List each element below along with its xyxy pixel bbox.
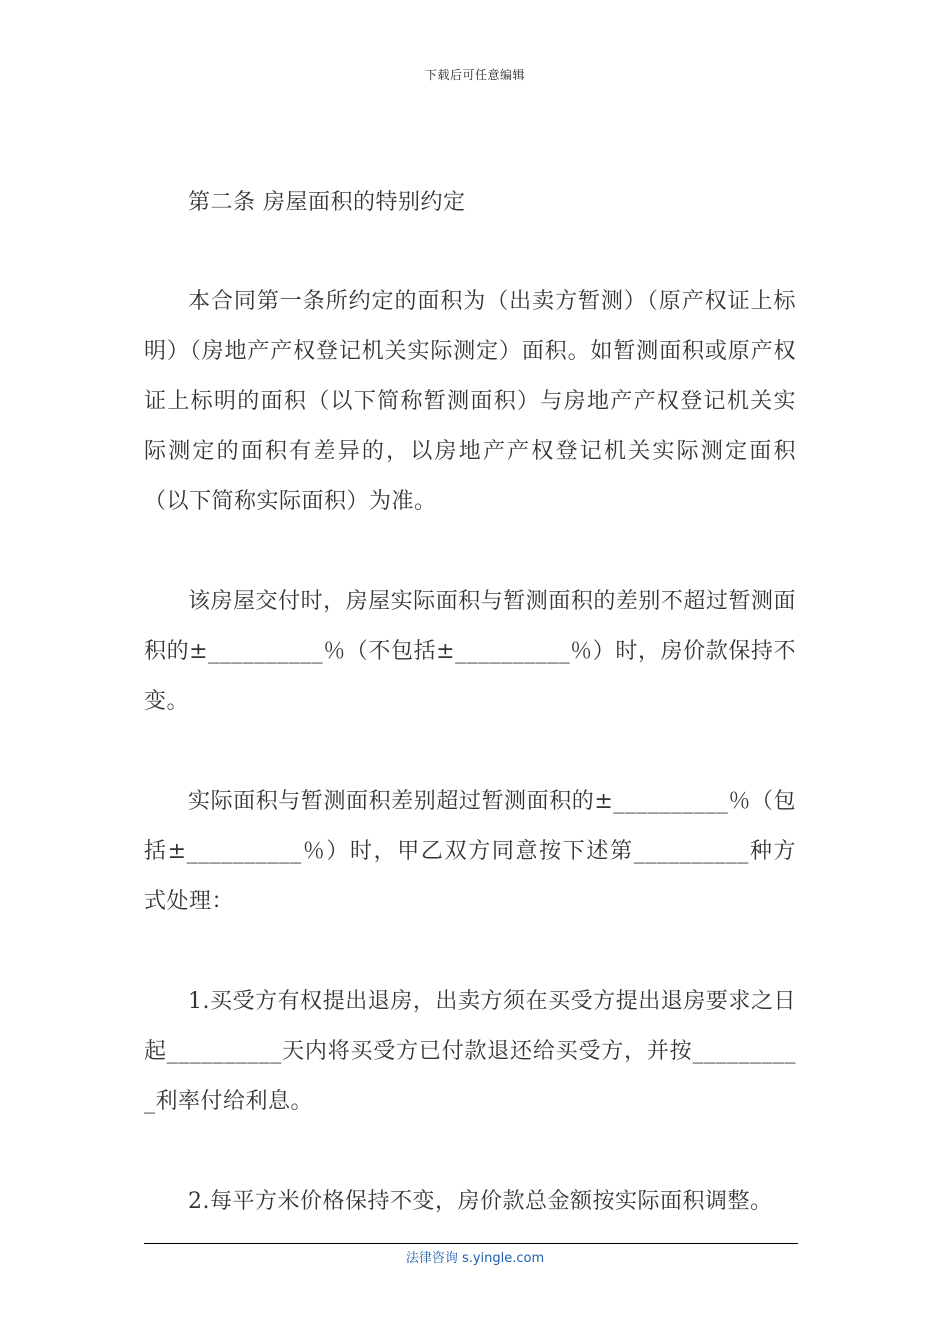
paragraph-area-definition: 本合同第一条所约定的面积为（出卖方暂测）（原产权证上标明）（房地产产权登记机关实际测定）面积。如暂测面积或原产权证上标明的面积（以下简称暂测面积）与房地产产权登记机关实际测定的面积有差异的，以房地产产权登记机关实际测定面积（以下简称实际面积）为准。: [144, 289, 796, 514]
header-note: 下载后可任意编辑: [424, 68, 525, 82]
paragraph-option-2: 2.每平方米价格保持不变，房价款总金额按实际面积调整。: [188, 1189, 773, 1214]
paragraph-option-1: 1.买受方有权提出退房，出卖方须在买受方提出退房要求之日起__________天内将买受方已付款退还给买受方，并按__________利率付给利息。: [144, 989, 796, 1114]
paragraph-exceed-handling: 实际面积与暂测面积差别超过暂测面积的±__________％（包括±__________％）时，甲乙双方同意按下述第__________种方式处理：: [144, 789, 796, 914]
paragraph-price-unchanged: 该房屋交付时，房屋实际面积与暂测面积的差别不超过暂测面积的±__________％（不包括±__________％）时，房价款保持不变。: [144, 589, 796, 714]
document-body: [144, 178, 796, 1227]
footer-link[interactable]: 法律咨询 s.yingle.com: [405, 1251, 545, 1266]
section-title: 第二条 房屋面积的特别约定: [188, 190, 466, 215]
footer-divider: [144, 1243, 798, 1244]
